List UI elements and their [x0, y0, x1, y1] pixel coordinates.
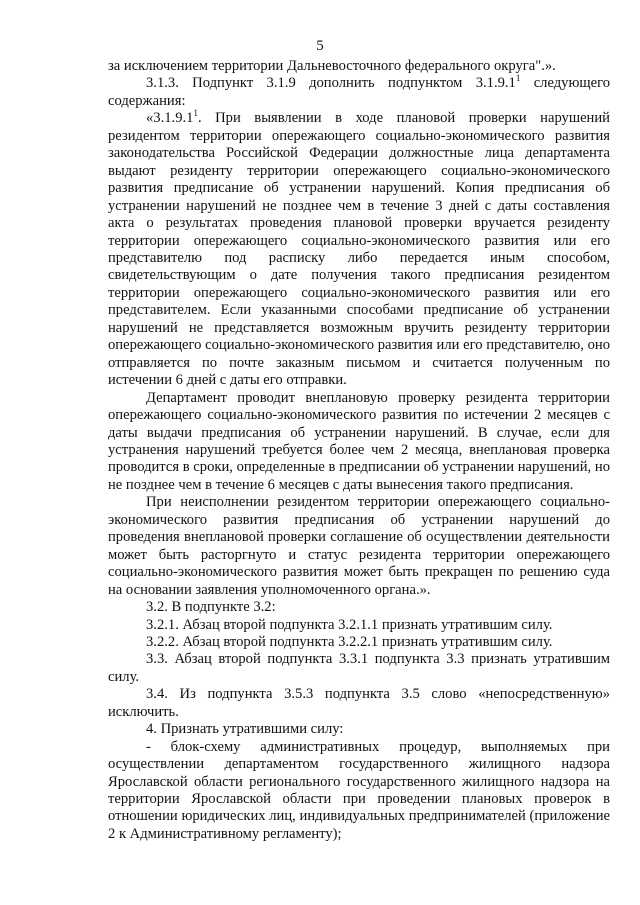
paragraph-3-2-2: 3.2.2. Абзац второй подпункта 3.2.2.1 признать утратившим силу.: [146, 633, 553, 650]
footnote-marker: 1: [515, 73, 521, 84]
document-body: [108, 58, 610, 843]
paragraph-continuation: за исключением территории Дальневосточного федерального округа".».: [108, 58, 556, 74]
paragraph-3-1-3-text-end: следующего содержания:: [108, 75, 611, 109]
page-number: 5: [316, 38, 324, 54]
paragraph-3-1-9-1-number: «3.1.9.1: [146, 110, 194, 127]
paragraph-non-compliance: При неисполнении резидентом территории опережающего социально-экономического развития предписания об устранении нарушений до проведения внеплановой проверки соглашение об осуществлении деятельности может быть расторгнуто и статус резидента территории опережающего социально-экономического развития может быть прекращен по решению суда на основании заявления уполномоченного органа.».: [108, 494, 610, 598]
footnote-marker: 1: [193, 108, 198, 119]
paragraph-3-1-3: [108, 75, 610, 110]
paragraph-3-2: 3.2. В подпункте 3.2:: [146, 599, 276, 616]
paragraph-3-4: 3.4. Из подпункта 3.5.3 подпункта 3.5 слово «непосредственную» исключить.: [108, 686, 610, 720]
paragraph-4-item-flowchart: - блок-схему административных процедур, выполняемых при осуществлении департаментом государственного жилищного надзора Ярославской области регионального государственного жилищного надзора на территории Ярославской области при проведении плановых проверок в отношении юридических лиц, индивидуальных предпринимателей (приложение 2 к Административному регламенту);: [108, 738, 610, 842]
paragraph-3-1-3-text: 3.1.3. Подпункт 3.1.9 дополнить подпунктом 3.1.9.1: [146, 75, 516, 92]
paragraph-3-1-9-1: [108, 110, 610, 389]
paragraph-3-3: 3.3. Абзац второй подпункта 3.3.1 подпункта 3.3 признать утратившим силу.: [108, 651, 610, 685]
paragraph-4: 4. Признать утратившими силу:: [146, 721, 344, 738]
paragraph-3-1-9-1-text: . При выявлении в ходе плановой проверки нарушений резидентом территории опережающего социально-экономического развития законодательства Российской Федерации должностные лица департамента выдают резиденту территории опережающего социально-экономического развития предписание об устранении нарушений. Копия предписания об устранении нарушений не позднее чем в течение 3 дней с даты составления акта о результатах проведения плановой проверки вручается резиденту территории опережающего социально-экономического развития или его представителю под расписку либо передается иным способом, свидетельствующим о дате получения такого предписания резидентом территории опережающего социально-экономического развития или его представителем. Если указанными способами предписание об устранении нарушений не представляется возможным вручить резиденту территории опережающего социально-экономического развития или его представителю, оно отправляется по почте заказным письмом и считается полученным по истечении 6 дней с даты его отправки.: [108, 110, 610, 389]
paragraph-unscheduled-inspection: Департамент проводит внеплановую проверку резидента территории опережающего социально-экономического развития по истечении 2 месяцев с даты выдачи предписания об устранении нарушений. В случае, если для устранения нарушений требуется более чем 2 месяца, внеплановая проверка проводится в сроки, определенные в предписании об устранении нарушений, но не позднее чем в течение 6 месяцев с даты вынесения такого предписания.: [108, 389, 610, 493]
paragraph-3-2-1: 3.2.1. Абзац второй подпункта 3.2.1.1 признать утратившим силу.: [146, 616, 553, 633]
